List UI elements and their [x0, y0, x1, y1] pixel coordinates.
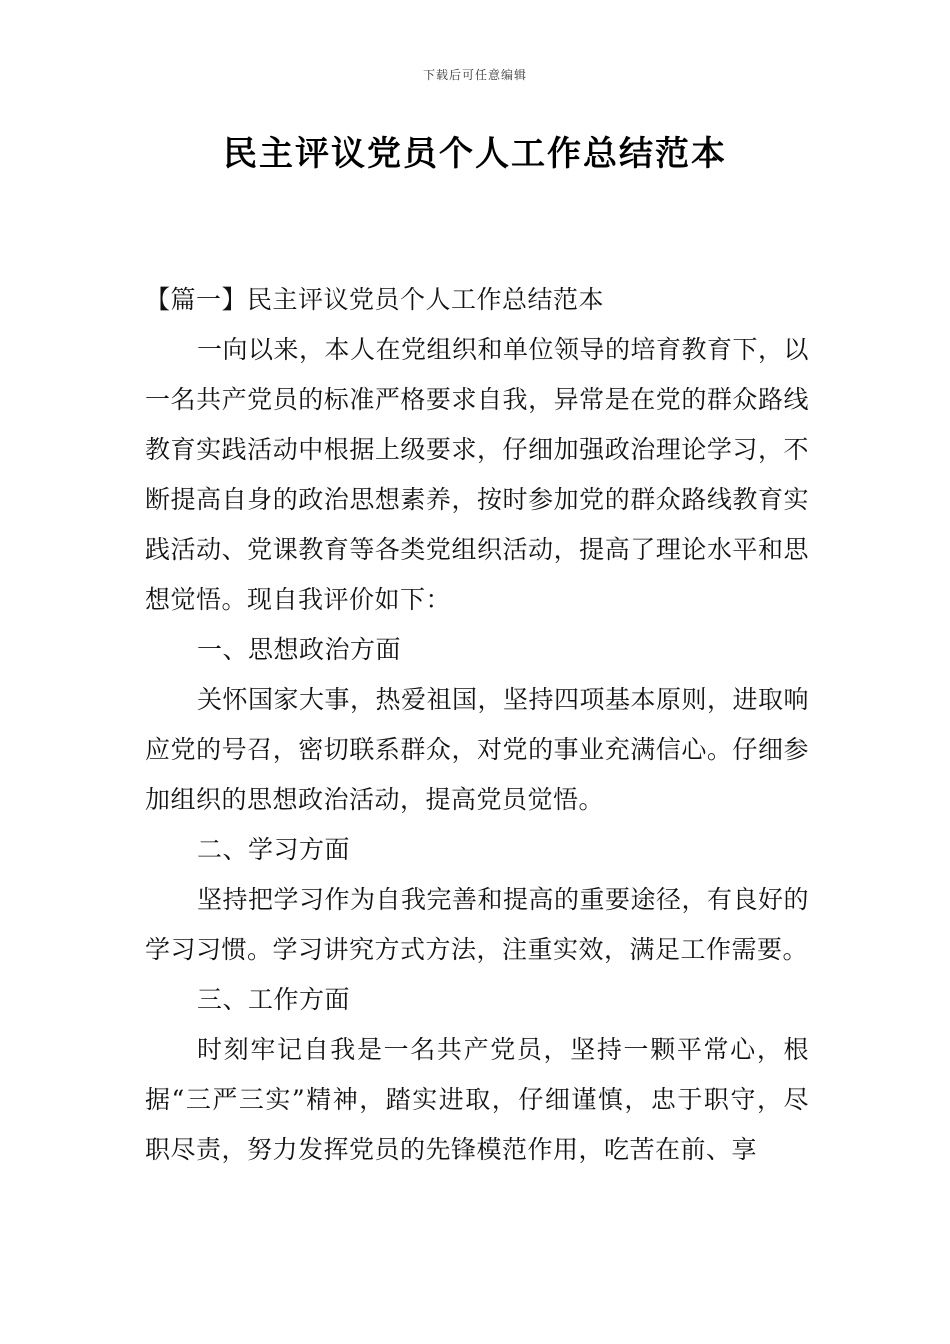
subsection-heading: 三、工作方面 — [197, 985, 351, 1014]
body-paragraph: 一向以来，本人在党组织和单位领导的培育教育下，以一名共产党员的标准严格要求自我，异常是在党的群众路线教育实践活动中根据上级要求，仔细加强政治理论学习，不断提高自身的政治思想素养，按时参加党的群众路线教育实践活动、党课教育等各类党组织活动，提高了理论水平和思想觉悟。现自我评价如下： — [145, 335, 810, 614]
body-paragraph: 时刻牢记自我是一名共产党员，坚持一颗平常心，根据“三严三实”精神，踏实进取，仔细谨慎，忠于职守，尽职尽责，努力发挥党员的先锋模范作用，吃苦在前、享 — [145, 1035, 809, 1164]
body-paragraph: 关怀国家大事，热爱祖国，坚持四项基本原则，进取响应党的号召，密切联系群众，对党的事业充满信心。仔细参加组织的思想政治活动，提高党员觉悟。 — [145, 685, 810, 814]
body-paragraph: 坚持把学习作为自我完善和提高的重要途径，有良好的学习习惯。学习讲究方式方法，注重实效，满足工作需要。 — [145, 885, 810, 964]
subsection-heading: 二、学习方面 — [197, 835, 351, 864]
section-heading: 【篇一】民主评议党员个人工作总结范本 — [145, 285, 605, 314]
document-body — [145, 275, 809, 1175]
header-note: 下载后可任意编辑 — [422, 68, 527, 82]
subsection-heading: 一、思想政治方面 — [197, 635, 402, 664]
page-title: 民主评议党员个人工作总结范本 — [223, 134, 727, 174]
